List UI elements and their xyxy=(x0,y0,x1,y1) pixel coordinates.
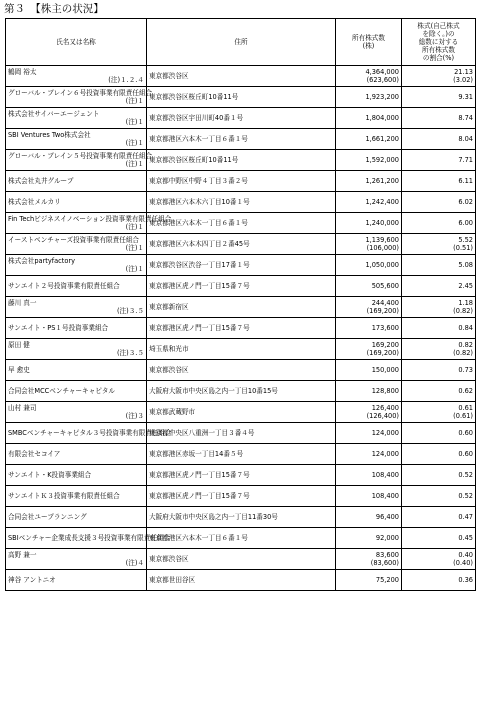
header-ratio-line: 株式(自己株式 xyxy=(417,22,460,30)
ownership-ratio-cell xyxy=(402,381,476,402)
shareholder-address: 東京都世田谷区 xyxy=(147,570,336,591)
header-ratio-line: 総数に対する xyxy=(418,38,459,46)
shareholder-note: (注)１ xyxy=(125,160,144,168)
table-row xyxy=(6,360,476,381)
ownership-ratio-cell xyxy=(402,549,476,570)
ownership-ratio-value: 6.00 xyxy=(458,219,473,227)
shareholder-address: 東京都港区六本木一丁目６番１号 xyxy=(147,213,336,234)
shareholder-address: 東京都港区六本木一丁目６番１号 xyxy=(147,129,336,150)
table-row xyxy=(6,213,476,234)
ownership-ratio-value: 0.82 xyxy=(458,341,473,349)
shares-owned-value: 169,200 xyxy=(371,341,399,349)
ownership-ratio-value: 0.45 xyxy=(458,534,473,542)
shareholder-name: 株式会社サイバーエージェント xyxy=(8,110,100,118)
shareholder-table xyxy=(5,18,476,591)
shareholder-name-cell xyxy=(6,465,147,486)
shares-owned-cell xyxy=(336,549,402,570)
ownership-ratio-cell xyxy=(402,108,476,129)
shareholder-address: 大阪府大阪市中央区島之内一丁目11番30号 xyxy=(147,507,336,528)
ownership-ratio-value: 0.60 xyxy=(458,450,473,458)
shareholder-name: グローバル・ブレイン６号投資事業有限責任組合 xyxy=(8,89,153,97)
ownership-ratio-cell xyxy=(402,192,476,213)
shareholder-name: 高野 兼一 xyxy=(8,551,37,559)
shareholder-name-cell xyxy=(6,297,147,318)
shares-owned-cell xyxy=(336,192,402,213)
ownership-ratio-cell xyxy=(402,87,476,108)
ownership-ratio-value: 8.04 xyxy=(458,135,473,143)
ownership-ratio-cell xyxy=(402,528,476,549)
shares-owned-cell xyxy=(336,507,402,528)
shares-owned-value: (106,000) xyxy=(366,244,399,252)
shares-owned-cell xyxy=(336,381,402,402)
ownership-ratio-cell xyxy=(402,423,476,444)
table-row xyxy=(6,192,476,213)
shares-owned-cell xyxy=(336,297,402,318)
shareholder-name: サンエイトＫ３投資事業有限責任組合 xyxy=(8,492,120,500)
table-row xyxy=(6,318,476,339)
shareholder-name: 株式会社メルカリ xyxy=(8,198,61,206)
shareholder-name-cell xyxy=(6,549,147,570)
shareholder-name-cell xyxy=(6,444,147,465)
shareholder-name: 山村 兼司 xyxy=(8,404,37,412)
shares-owned-value: 1,242,400 xyxy=(365,198,399,206)
shareholder-name-cell xyxy=(6,192,147,213)
ownership-ratio-value: 0.60 xyxy=(458,429,473,437)
shareholder-name: 原田 健 xyxy=(8,341,30,349)
shareholder-name: サンエイト２号投資事業有限責任組合 xyxy=(8,282,120,290)
shareholder-name: SMBCベンチャーキャピタル３号投資事業有限責任組合 xyxy=(8,429,172,437)
table-row xyxy=(6,570,476,591)
shares-owned-cell xyxy=(336,213,402,234)
shares-owned-value: 1,050,000 xyxy=(365,261,399,269)
shareholder-address: 東京都中野区中野４丁目３番２号 xyxy=(147,171,336,192)
header-ratio-line: を除く。)の xyxy=(422,30,455,38)
header-name: 氏名又は名称 xyxy=(6,19,147,66)
shareholder-name: Fin Techビジネスイノベーション投資事業有限責任組合 xyxy=(8,215,172,223)
shareholder-name: イーストベンチャーズ投資事業有限責任組合 xyxy=(8,236,140,244)
ownership-ratio-value: 5.52 xyxy=(458,236,473,244)
table-row xyxy=(6,297,476,318)
ownership-ratio-value: 0.52 xyxy=(458,492,473,500)
shareholder-address: 東京都武蔵野市 xyxy=(147,402,336,423)
table-row xyxy=(6,87,476,108)
ownership-ratio-cell xyxy=(402,255,476,276)
shares-owned-value: 1,592,000 xyxy=(365,156,399,164)
ownership-ratio-value: 6.11 xyxy=(458,177,473,185)
shares-owned-value: 4,364,000 xyxy=(365,68,399,76)
shareholder-name-cell xyxy=(6,528,171,549)
shareholder-name: SBIベンチャー企業成長支援３号投資事業有限責任組合 xyxy=(8,534,171,542)
ownership-ratio-cell xyxy=(402,360,476,381)
shares-owned-value: 150,000 xyxy=(371,366,399,374)
shares-owned-cell xyxy=(336,150,402,171)
shares-owned-cell xyxy=(336,486,402,507)
ownership-ratio-cell xyxy=(402,150,476,171)
table-row xyxy=(6,465,476,486)
shareholder-note: (注)３ xyxy=(125,412,144,420)
shares-owned-cell xyxy=(336,402,402,423)
shares-owned-value: 1,261,200 xyxy=(365,177,399,185)
ownership-ratio-cell xyxy=(402,171,476,192)
shareholder-address: 東京都港区六本木六丁目10番１号 xyxy=(147,192,336,213)
shareholder-name-cell xyxy=(6,402,147,423)
shareholder-address: 東京都新宿区 xyxy=(147,297,336,318)
shareholder-note: (注)１ xyxy=(125,97,144,105)
shareholder-name-cell xyxy=(6,66,147,87)
shareholder-name-cell xyxy=(6,360,147,381)
shareholder-name-cell xyxy=(6,234,147,255)
shares-owned-cell xyxy=(336,444,402,465)
shareholder-note: (注)３.５ xyxy=(116,349,144,357)
shareholder-name: グローバル・ブレイン５号投資事業有限責任組合 xyxy=(8,152,153,160)
shareholder-address: 東京都港区虎ノ門一丁目15番７号 xyxy=(147,465,336,486)
shareholder-address: 東京都港区六本木四丁目２番45号 xyxy=(147,234,336,255)
table-body xyxy=(6,66,476,591)
table-row xyxy=(6,507,476,528)
shareholder-name-cell xyxy=(6,486,147,507)
shareholder-name-cell xyxy=(6,150,153,171)
shareholder-address: 大阪府大阪市中央区島之内一丁目10番15号 xyxy=(147,381,336,402)
shareholder-address: 東京都港区虎ノ門一丁目15番７号 xyxy=(147,486,336,507)
shareholder-name-cell xyxy=(6,423,172,444)
shares-owned-cell xyxy=(336,423,402,444)
header-ratio xyxy=(402,19,476,66)
shareholder-address: 東京都渋谷区桜丘町10番11号 xyxy=(147,87,336,108)
shares-owned-value: 1,804,000 xyxy=(365,114,399,122)
shareholder-name-cell xyxy=(6,87,153,108)
shares-owned-cell xyxy=(336,234,402,255)
shareholder-address: 東京都中央区八重洲一丁目３番４号 xyxy=(147,423,336,444)
shares-owned-value: (83,600) xyxy=(370,559,399,567)
ownership-ratio-value: 9.31 xyxy=(458,93,473,101)
table-row xyxy=(6,423,476,444)
shares-owned-value: 1,139,600 xyxy=(365,236,399,244)
shares-owned-cell xyxy=(336,465,402,486)
shares-owned-value: (169,200) xyxy=(366,349,399,357)
table-row xyxy=(6,381,476,402)
ownership-ratio-cell xyxy=(402,213,476,234)
shareholder-name-cell xyxy=(6,507,147,528)
shares-owned-value: 128,800 xyxy=(371,387,399,395)
shareholder-name-cell xyxy=(6,255,147,276)
shareholder-note: (注)４ xyxy=(125,559,144,567)
shareholder-name-cell xyxy=(6,381,147,402)
table-row xyxy=(6,402,476,423)
shareholder-note: (注)１.２.４ xyxy=(108,76,144,84)
ownership-ratio-value: 1.18 xyxy=(458,299,473,307)
ownership-ratio-cell xyxy=(402,297,476,318)
ownership-ratio-value: (3.02) xyxy=(453,76,473,84)
shareholder-address: 東京都渋谷区宇田川町40番１号 xyxy=(147,108,336,129)
shareholder-name: サンエイト・PS１号投資事業組合 xyxy=(8,324,109,332)
ownership-ratio-value: 0.40 xyxy=(458,551,473,559)
shares-owned-value: (623,600) xyxy=(366,76,399,84)
shares-owned-cell xyxy=(336,318,402,339)
shares-owned-cell xyxy=(336,276,402,297)
ownership-ratio-value: (0.40) xyxy=(453,559,473,567)
ownership-ratio-cell xyxy=(402,486,476,507)
ownership-ratio-cell xyxy=(402,465,476,486)
ownership-ratio-cell xyxy=(402,66,476,87)
table-row xyxy=(6,255,476,276)
shareholder-name: 鶴岡 裕太 xyxy=(8,68,37,76)
ownership-ratio-value: 6.02 xyxy=(458,198,473,206)
shares-owned-cell xyxy=(336,87,402,108)
shares-owned-value: (126,400) xyxy=(366,412,399,420)
table-row xyxy=(6,339,476,360)
ownership-ratio-cell xyxy=(402,339,476,360)
shares-owned-value: 124,000 xyxy=(371,450,399,458)
table-row xyxy=(6,549,476,570)
ownership-ratio-value: (0.61) xyxy=(453,412,473,420)
shareholder-note: (注)１ xyxy=(125,265,144,273)
table-row xyxy=(6,276,476,297)
shares-owned-value: 244,400 xyxy=(371,299,399,307)
table-row xyxy=(6,528,476,549)
shareholder-note: (注)３.５ xyxy=(116,307,144,315)
shareholder-note: (注)１ xyxy=(125,223,144,231)
shares-owned-cell xyxy=(336,108,402,129)
shares-owned-value: 83,600 xyxy=(375,551,399,559)
ownership-ratio-value: 0.62 xyxy=(458,387,473,395)
shareholder-note: (注)１ xyxy=(125,139,144,147)
shareholder-name-cell xyxy=(6,318,147,339)
ownership-ratio-value: 5.08 xyxy=(458,261,473,269)
ownership-ratio-value: 0.47 xyxy=(458,513,473,521)
shareholder-name: 株式会社partyfactory xyxy=(8,257,76,265)
shareholder-address: 埼玉県和光市 xyxy=(147,339,336,360)
shares-owned-cell xyxy=(336,360,402,381)
table-row xyxy=(6,444,476,465)
shareholder-address: 東京都渋谷区 xyxy=(147,66,336,87)
shareholder-name-cell xyxy=(6,129,147,150)
shareholder-address: 東京都渋谷区 xyxy=(147,360,336,381)
shareholder-name: 早 愈史 xyxy=(8,366,30,374)
shares-owned-value: 96,400 xyxy=(375,513,399,521)
shareholder-name: 神谷 アントニオ xyxy=(8,576,56,584)
shareholder-address: 東京都渋谷区渋谷一丁目17番１号 xyxy=(147,255,336,276)
header-shares xyxy=(336,19,402,66)
table-row xyxy=(6,171,476,192)
table-row xyxy=(6,129,476,150)
header-ratio-line: の割合(%) xyxy=(422,54,455,62)
ownership-ratio-value: 0.84 xyxy=(458,324,473,332)
shares-owned-cell xyxy=(336,255,402,276)
shareholder-name: サンエイト・K投資事業組合 xyxy=(8,471,92,479)
shareholder-name-cell xyxy=(6,108,147,129)
shares-owned-value: 173,600 xyxy=(371,324,399,332)
shareholder-address: 東京都渋谷区桜丘町10番11号 xyxy=(147,150,336,171)
shareholder-note: (注)１ xyxy=(125,118,144,126)
shares-owned-value: 126,400 xyxy=(371,404,399,412)
shareholder-address: 東京都港区赤坂一丁目14番５号 xyxy=(147,444,336,465)
ownership-ratio-value: 0.52 xyxy=(458,471,473,479)
shares-owned-cell xyxy=(336,528,402,549)
ownership-ratio-value: 0.36 xyxy=(458,576,473,584)
header-address: 住所 xyxy=(147,19,336,66)
shareholder-name: 有限会社セコイア xyxy=(8,450,61,458)
shareholder-name-cell xyxy=(6,570,147,591)
shares-owned-cell xyxy=(336,339,402,360)
shares-owned-value: 92,000 xyxy=(375,534,399,542)
ownership-ratio-value: 21.13 xyxy=(454,68,473,76)
shares-owned-value: (169,200) xyxy=(366,307,399,315)
shares-owned-value: 505,600 xyxy=(371,282,399,290)
table-row xyxy=(6,108,476,129)
ownership-ratio-cell xyxy=(402,402,476,423)
table-row xyxy=(6,66,476,87)
shares-owned-cell xyxy=(336,171,402,192)
shareholder-address: 東京都港区虎ノ門一丁目15番７号 xyxy=(147,318,336,339)
ownership-ratio-cell xyxy=(402,318,476,339)
shares-owned-cell xyxy=(336,66,402,87)
ownership-ratio-cell xyxy=(402,507,476,528)
ownership-ratio-value: 2.45 xyxy=(458,282,473,290)
shares-owned-value: 75,200 xyxy=(375,576,399,584)
shares-owned-cell xyxy=(336,570,402,591)
shareholder-name: SBI Ventures Two株式会社 xyxy=(8,131,91,139)
ownership-ratio-value: (0.82) xyxy=(453,307,473,315)
shareholder-name: 藤川 真一 xyxy=(8,299,37,307)
ownership-ratio-cell xyxy=(402,570,476,591)
shareholder-note: (注)１ xyxy=(125,244,144,252)
ownership-ratio-value: 7.71 xyxy=(458,156,473,164)
shares-owned-value: 1,923,200 xyxy=(365,93,399,101)
shareholder-address: 東京都港区六本木一丁目６番１号 xyxy=(147,528,336,549)
shareholder-name-cell xyxy=(6,339,147,360)
ownership-ratio-cell xyxy=(402,444,476,465)
shareholder-address: 東京都渋谷区 xyxy=(147,549,336,570)
shares-owned-value: 1,240,000 xyxy=(365,219,399,227)
header-shares-line: 所有株式数 xyxy=(352,34,385,42)
shareholder-address: 東京都港区虎ノ門一丁目15番７号 xyxy=(147,276,336,297)
ownership-ratio-value: 0.61 xyxy=(458,404,473,412)
ownership-ratio-value: 8.74 xyxy=(458,114,473,122)
shareholder-name: 合同会社ユープランニング xyxy=(8,513,87,521)
shareholder-name: 株式会社丸井グループ xyxy=(8,177,74,185)
ownership-ratio-value: (0.51) xyxy=(453,244,473,252)
shares-owned-cell xyxy=(336,129,402,150)
ownership-ratio-cell xyxy=(402,234,476,255)
shareholder-name: 合同会社MCCベンチャーキャピタル xyxy=(8,387,116,395)
shares-owned-value: 124,000 xyxy=(371,429,399,437)
table-row xyxy=(6,234,476,255)
shares-owned-value: 108,400 xyxy=(371,471,399,479)
shares-owned-value: 108,400 xyxy=(371,492,399,500)
table-row xyxy=(6,486,476,507)
table-header-row xyxy=(6,19,476,66)
ownership-ratio-value: (0.82) xyxy=(453,349,473,357)
section-heading: 第３ 【株主の状況】 xyxy=(4,3,104,15)
ownership-ratio-value: 0.73 xyxy=(458,366,473,374)
table-row xyxy=(6,150,476,171)
header-shares-line: (株) xyxy=(362,42,375,50)
shares-owned-value: 1,661,200 xyxy=(365,135,399,143)
shareholder-name-cell xyxy=(6,213,172,234)
shareholder-name-cell xyxy=(6,276,147,297)
ownership-ratio-cell xyxy=(402,129,476,150)
ownership-ratio-cell xyxy=(402,276,476,297)
shareholder-name-cell xyxy=(6,171,147,192)
header-ratio-line: 所有株式数 xyxy=(422,46,455,54)
